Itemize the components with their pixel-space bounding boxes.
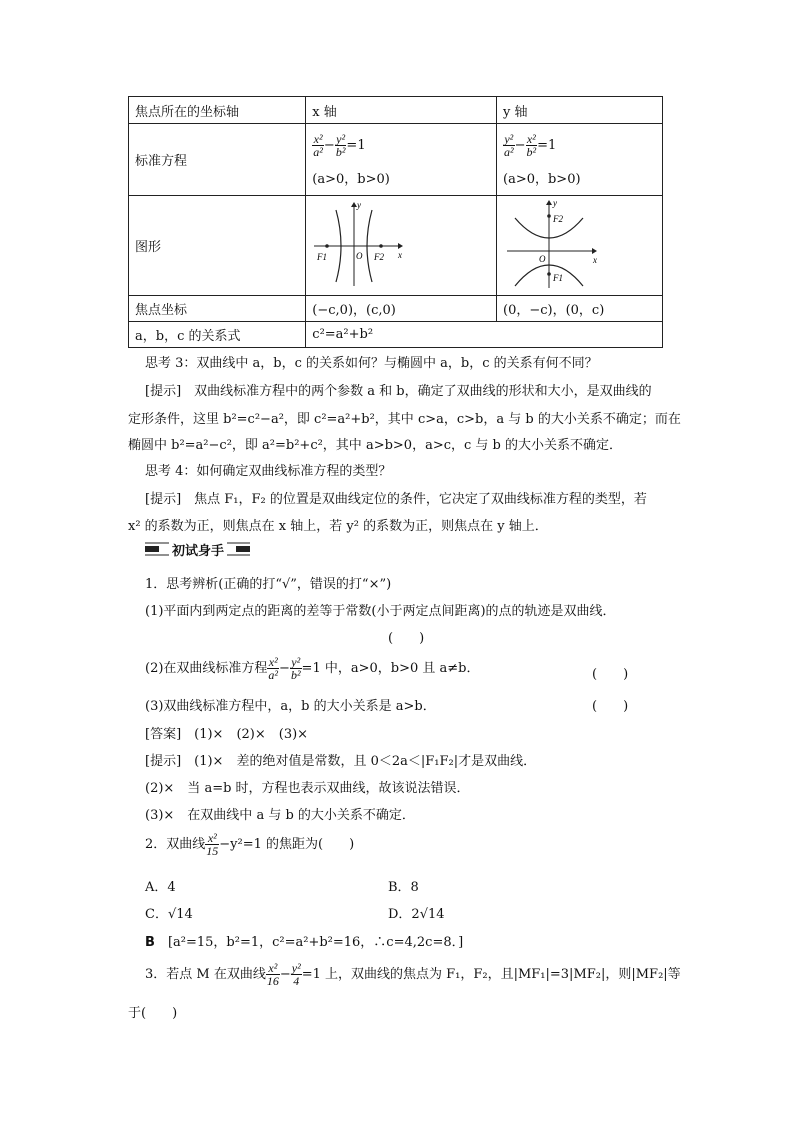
svg-text:O: O bbox=[356, 251, 363, 261]
section-banner bbox=[145, 540, 250, 558]
y-standard-equation: $\frac{\text{y²}}{\text{a²}}$ − $\frac{\text{x²}}{\text{b²}}$ =1 (a>0，b>0) bbox=[497, 124, 663, 196]
think4-hint-line2: x² 的系数为正，则焦点在 x 轴上，若 y² 的系数为正，则焦点在 y 轴上． bbox=[128, 519, 548, 534]
q1-item3-blank: ( ) bbox=[592, 699, 629, 714]
svg-text:x: x bbox=[398, 250, 403, 260]
think3-hint-line1: [提示] 双曲线标准方程中的两个参数 a 和 b，确定了双曲线的形状和大小，是双曲线的 bbox=[145, 384, 652, 399]
think4-question: 思考 4：如何确定双曲线标准方程的类型？ bbox=[145, 464, 392, 479]
y-axis-hyperbola-graph bbox=[497, 196, 663, 296]
banner-title: 初试身手 bbox=[169, 540, 227, 559]
header-y-axis: y 轴 bbox=[497, 97, 663, 124]
header-x-axis: x 轴 bbox=[306, 97, 497, 124]
q2-option-b: B．8 bbox=[388, 880, 419, 895]
svg-text:O: O bbox=[539, 254, 546, 264]
abc-relation: c²=a²+b² bbox=[306, 322, 663, 348]
q3-stem: 3．若点 M 在双曲线 $\frac{\text{x²}}{16}$ − $\frac{\text{y²}}{4}$ =1 上，双曲线的焦点为 F₁，F₂，且|MF₁|=3|MF₂|，则|MF₂|等 bbox=[145, 961, 681, 988]
row-label-relation: a，b，c 的关系式 bbox=[129, 322, 306, 348]
svg-text:y: y bbox=[553, 198, 557, 208]
q3-stem-line2: 于( ) bbox=[128, 1006, 178, 1021]
y-hyperbola-svg bbox=[497, 196, 662, 291]
think3-hint-line3: 椭圆中 b²=a²−c²，即 a²=b²+c²，其中 a>b>0，a>c，c 与 b 的大小关系不确定． bbox=[128, 438, 622, 453]
focus-f1-label: F1 bbox=[553, 273, 563, 283]
x-standard-equation: $\frac{\text{x²}}{\text{a²}}$ − $\frac{\text{y²}}{\text{b²}}$ =1 (a>0，b>0) bbox=[306, 124, 497, 196]
x-axis-hyperbola-graph bbox=[306, 196, 497, 296]
think3-hint-line2: 定形条件，这里 b²=c²−a²，即 c²=a²+b²，其中 c>a，c>b，a 与 b 的大小关系不确定；而在 bbox=[128, 412, 681, 427]
q1-title: 1．思考辨析(正确的打“√”，错误的打“×”) bbox=[145, 577, 392, 592]
q1-hint1: [提示] (1)× 差的绝对值是常数，且 0＜2a＜|F₁F₂|才是双曲线． bbox=[145, 754, 537, 769]
x-focus-coordinates: (−c,0)，(c,0) bbox=[306, 296, 497, 322]
y-condition: (a>0，b>0) bbox=[503, 171, 581, 187]
q2-answer: B [a²=15，b²=1，c²=a²+b²=16，∴c=4,2c=8．] bbox=[145, 935, 464, 950]
focus-f1-label: F1 bbox=[317, 252, 328, 262]
q1-item1-blank: ( ) bbox=[388, 631, 425, 646]
row-label-graph: 图形 bbox=[129, 196, 306, 296]
q2-option-d: D．2√14 bbox=[388, 907, 445, 922]
row-label-focus: 焦点坐标 bbox=[129, 296, 306, 322]
svg-text:x: x bbox=[593, 255, 597, 265]
q1-item2: (2)在双曲线标准方程 $\frac{\text{x²}}{\text{a²}}$ − $\frac{\text{y²}}{\text{b²}}$ =1 中，a>0，b>0 且 a≠b． bbox=[145, 655, 480, 682]
q2-option-c: C．√14 bbox=[145, 907, 193, 922]
q1-item3: (3)双曲线标准方程中，a，b 的大小关系是 a>b． bbox=[145, 699, 436, 714]
q1-item1: (1)平面内到两定点的距离的差等于常数(小于两定点间距离)的点的轨迹是双曲线． bbox=[145, 604, 616, 619]
q1-hint3: (3)× 在双曲线中 a 与 b 的大小关系不确定． bbox=[145, 808, 415, 823]
q2-stem: 2．双曲线 $\frac{\text{x²}}{15}$ −y²=1 的焦距为( ) bbox=[145, 831, 355, 858]
hyperbola-summary-table bbox=[128, 96, 663, 348]
focus-f2-label: F2 bbox=[553, 214, 563, 224]
y-focus-coordinates: (0，−c)，(0，c) bbox=[497, 296, 663, 322]
x-hyperbola-svg bbox=[306, 196, 484, 291]
q1-answer: [答案] (1)× (2)× (3)× bbox=[145, 727, 309, 742]
row-label-equation: 标准方程 bbox=[129, 124, 306, 196]
q1-hint2: (2)× 当 a=b 时，方程也表示双曲线，故该说法错误． bbox=[145, 781, 470, 796]
q2-option-a: A．4 bbox=[145, 880, 176, 895]
focus-f2-label: F2 bbox=[374, 252, 385, 262]
q1-item2-blank: ( ) bbox=[592, 667, 629, 682]
header-axis: 焦点所在的坐标轴 bbox=[129, 97, 306, 124]
think4-hint-line1: [提示] 焦点 F₁，F₂ 的位置是双曲线定位的条件，它决定了双曲线标准方程的类型，若 bbox=[145, 492, 647, 507]
svg-text:y: y bbox=[357, 200, 362, 210]
think3-question: 思考 3：双曲线中 a，b，c 的关系如何？与椭圆中 a，b，c 的关系有何不同？ bbox=[145, 356, 598, 371]
x-condition: (a>0，b>0) bbox=[312, 171, 390, 187]
